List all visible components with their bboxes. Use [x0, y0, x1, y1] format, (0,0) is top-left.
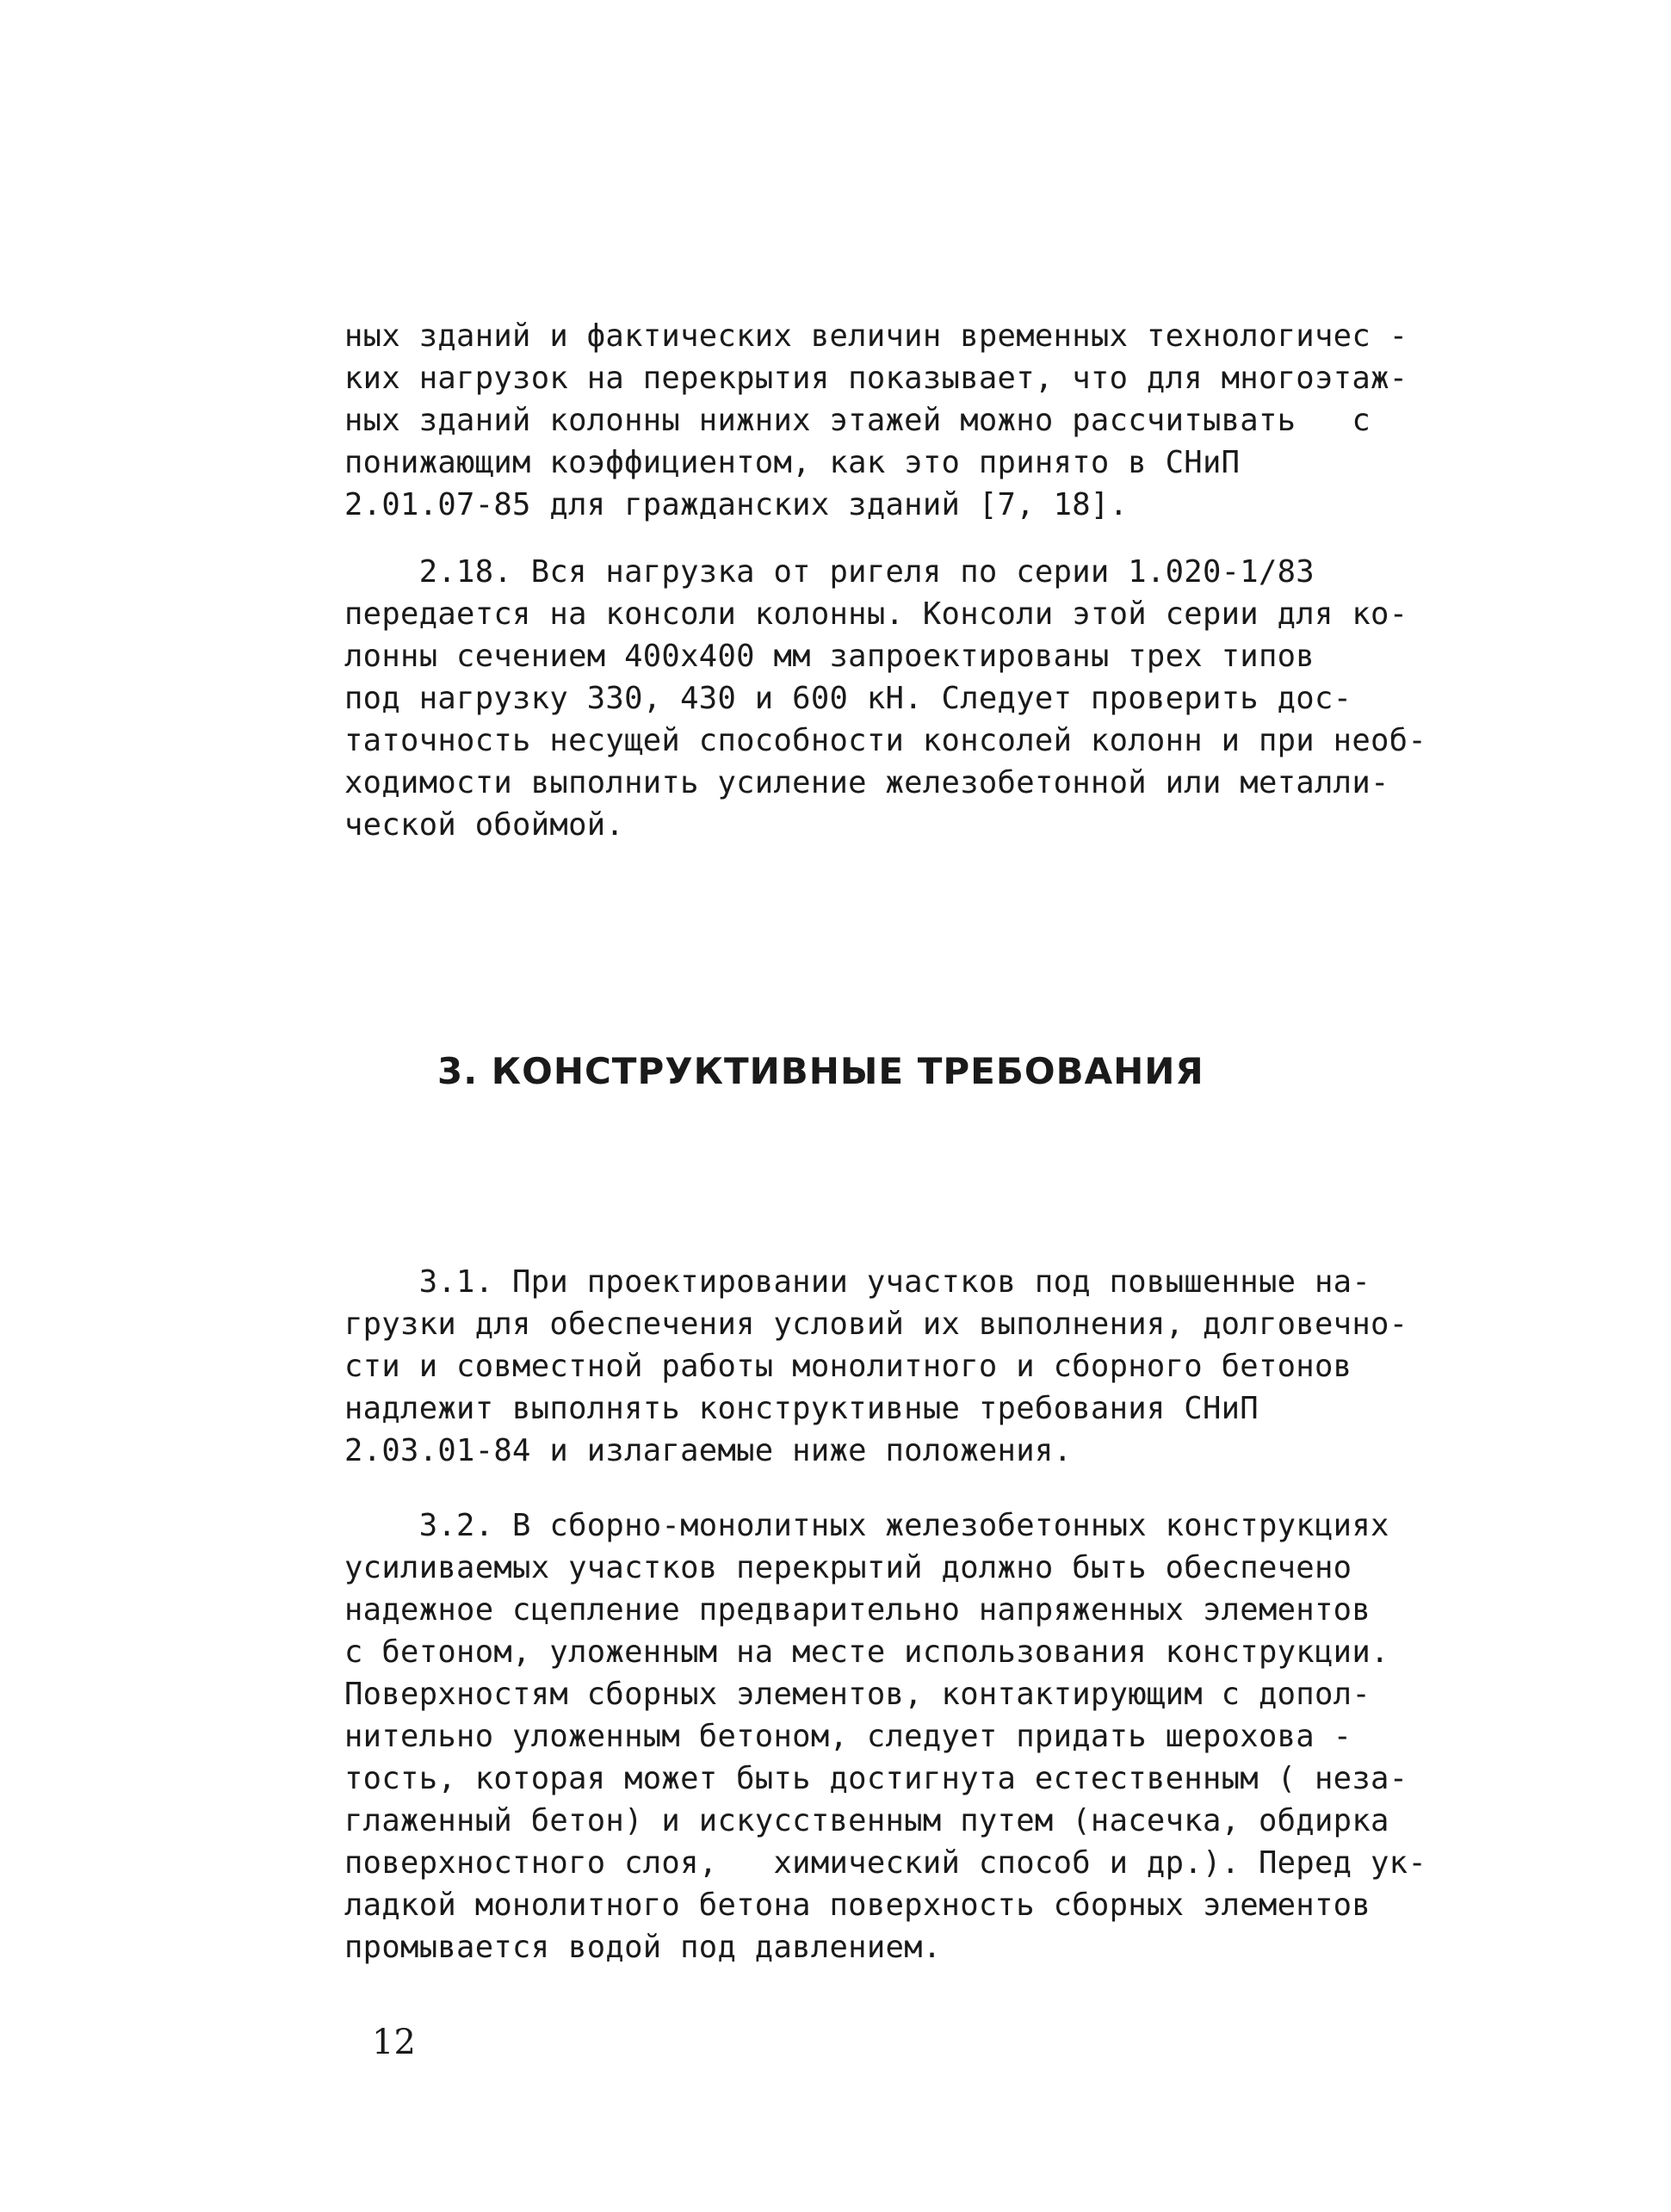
text-line: ходимости выполнить усиление железобетонной или металли- — [344, 765, 1389, 800]
text-line: глаженный бетон) и искусственным путем (насечка, обдирка — [344, 1803, 1389, 1838]
text-line: усиливаемых участков перекрытий должно быть обеспечено — [344, 1550, 1352, 1585]
paragraph-2-18 — [344, 551, 1489, 846]
section-heading: 3. КОНСТРУКТИВНЫЕ ТРЕБОВАНИЯ — [437, 1050, 1204, 1092]
paragraph-3-1 — [344, 1261, 1489, 1472]
paragraph-3-2 — [344, 1505, 1489, 1968]
text-line: Поверхностям сборных элементов, контактирующим с допол- — [344, 1677, 1371, 1712]
text-line: тость, которая может быть достигнута естественным ( неза- — [344, 1761, 1408, 1796]
text-line: ных зданий и фактических величин временных технологичес - — [344, 318, 1408, 354]
text-line: ных зданий колонны нижних этажей можно рассчитывать с — [344, 403, 1371, 438]
text-line: лонны сечением 400х400 мм запроектированы трех типов — [344, 639, 1315, 674]
text-line: ческой обоймой. — [344, 807, 625, 843]
text-line: надлежит выполнять конструктивные требования СНиП — [344, 1391, 1259, 1426]
text-line: 3.1. При проектировании участков под повышенные на- — [344, 1264, 1371, 1300]
text-line: под нагрузку 330, 430 и 600 кН. Следует проверить дос- — [344, 681, 1352, 716]
text-line: передается на консоли колонны. Консоли этой серии для ко- — [344, 596, 1408, 632]
text-line: 3.2. В сборно-монолитных железобетонных конструкциях — [344, 1508, 1389, 1543]
text-line: 2.03.01-84 и излагаемые ниже положения. — [344, 1433, 1073, 1468]
paragraph-continuation — [344, 315, 1489, 526]
text-line: таточность несущей способности консолей колонн и при необ- — [344, 723, 1427, 758]
text-line: ких нагрузок на перекрытия показывает, что для многоэтаж- — [344, 361, 1408, 396]
text-line: понижающим коэффициентом, как это принято в СНиП — [344, 445, 1241, 480]
text-line: надежное сцепление предварительно напряженных элементов — [344, 1592, 1371, 1628]
text-line: нительно уложенным бетоном, следует придать шерохова - — [344, 1719, 1352, 1754]
text-line: с бетоном, уложенным на месте использования конструкции. — [344, 1634, 1389, 1670]
text-line: ладкой монолитного бетона поверхность сборных элементов — [344, 1888, 1371, 1923]
text-line: сти и совместной работы монолитного и сборного бетонов — [344, 1349, 1352, 1384]
text-line: 2.01.07-85 для гражданских зданий [7, 18]. — [344, 487, 1129, 522]
text-line: 2.18. Вся нагрузка от ригеля по серии 1.020-1/83 — [344, 554, 1315, 590]
text-line: грузки для обеспечения условий их выполнения, долговечно- — [344, 1307, 1408, 1342]
text-line: поверхностного слоя, химический способ и др.). Перед ук- — [344, 1845, 1427, 1881]
page-number: 12 — [372, 2023, 416, 2062]
text-line: промывается водой под давлением. — [344, 1930, 942, 1965]
